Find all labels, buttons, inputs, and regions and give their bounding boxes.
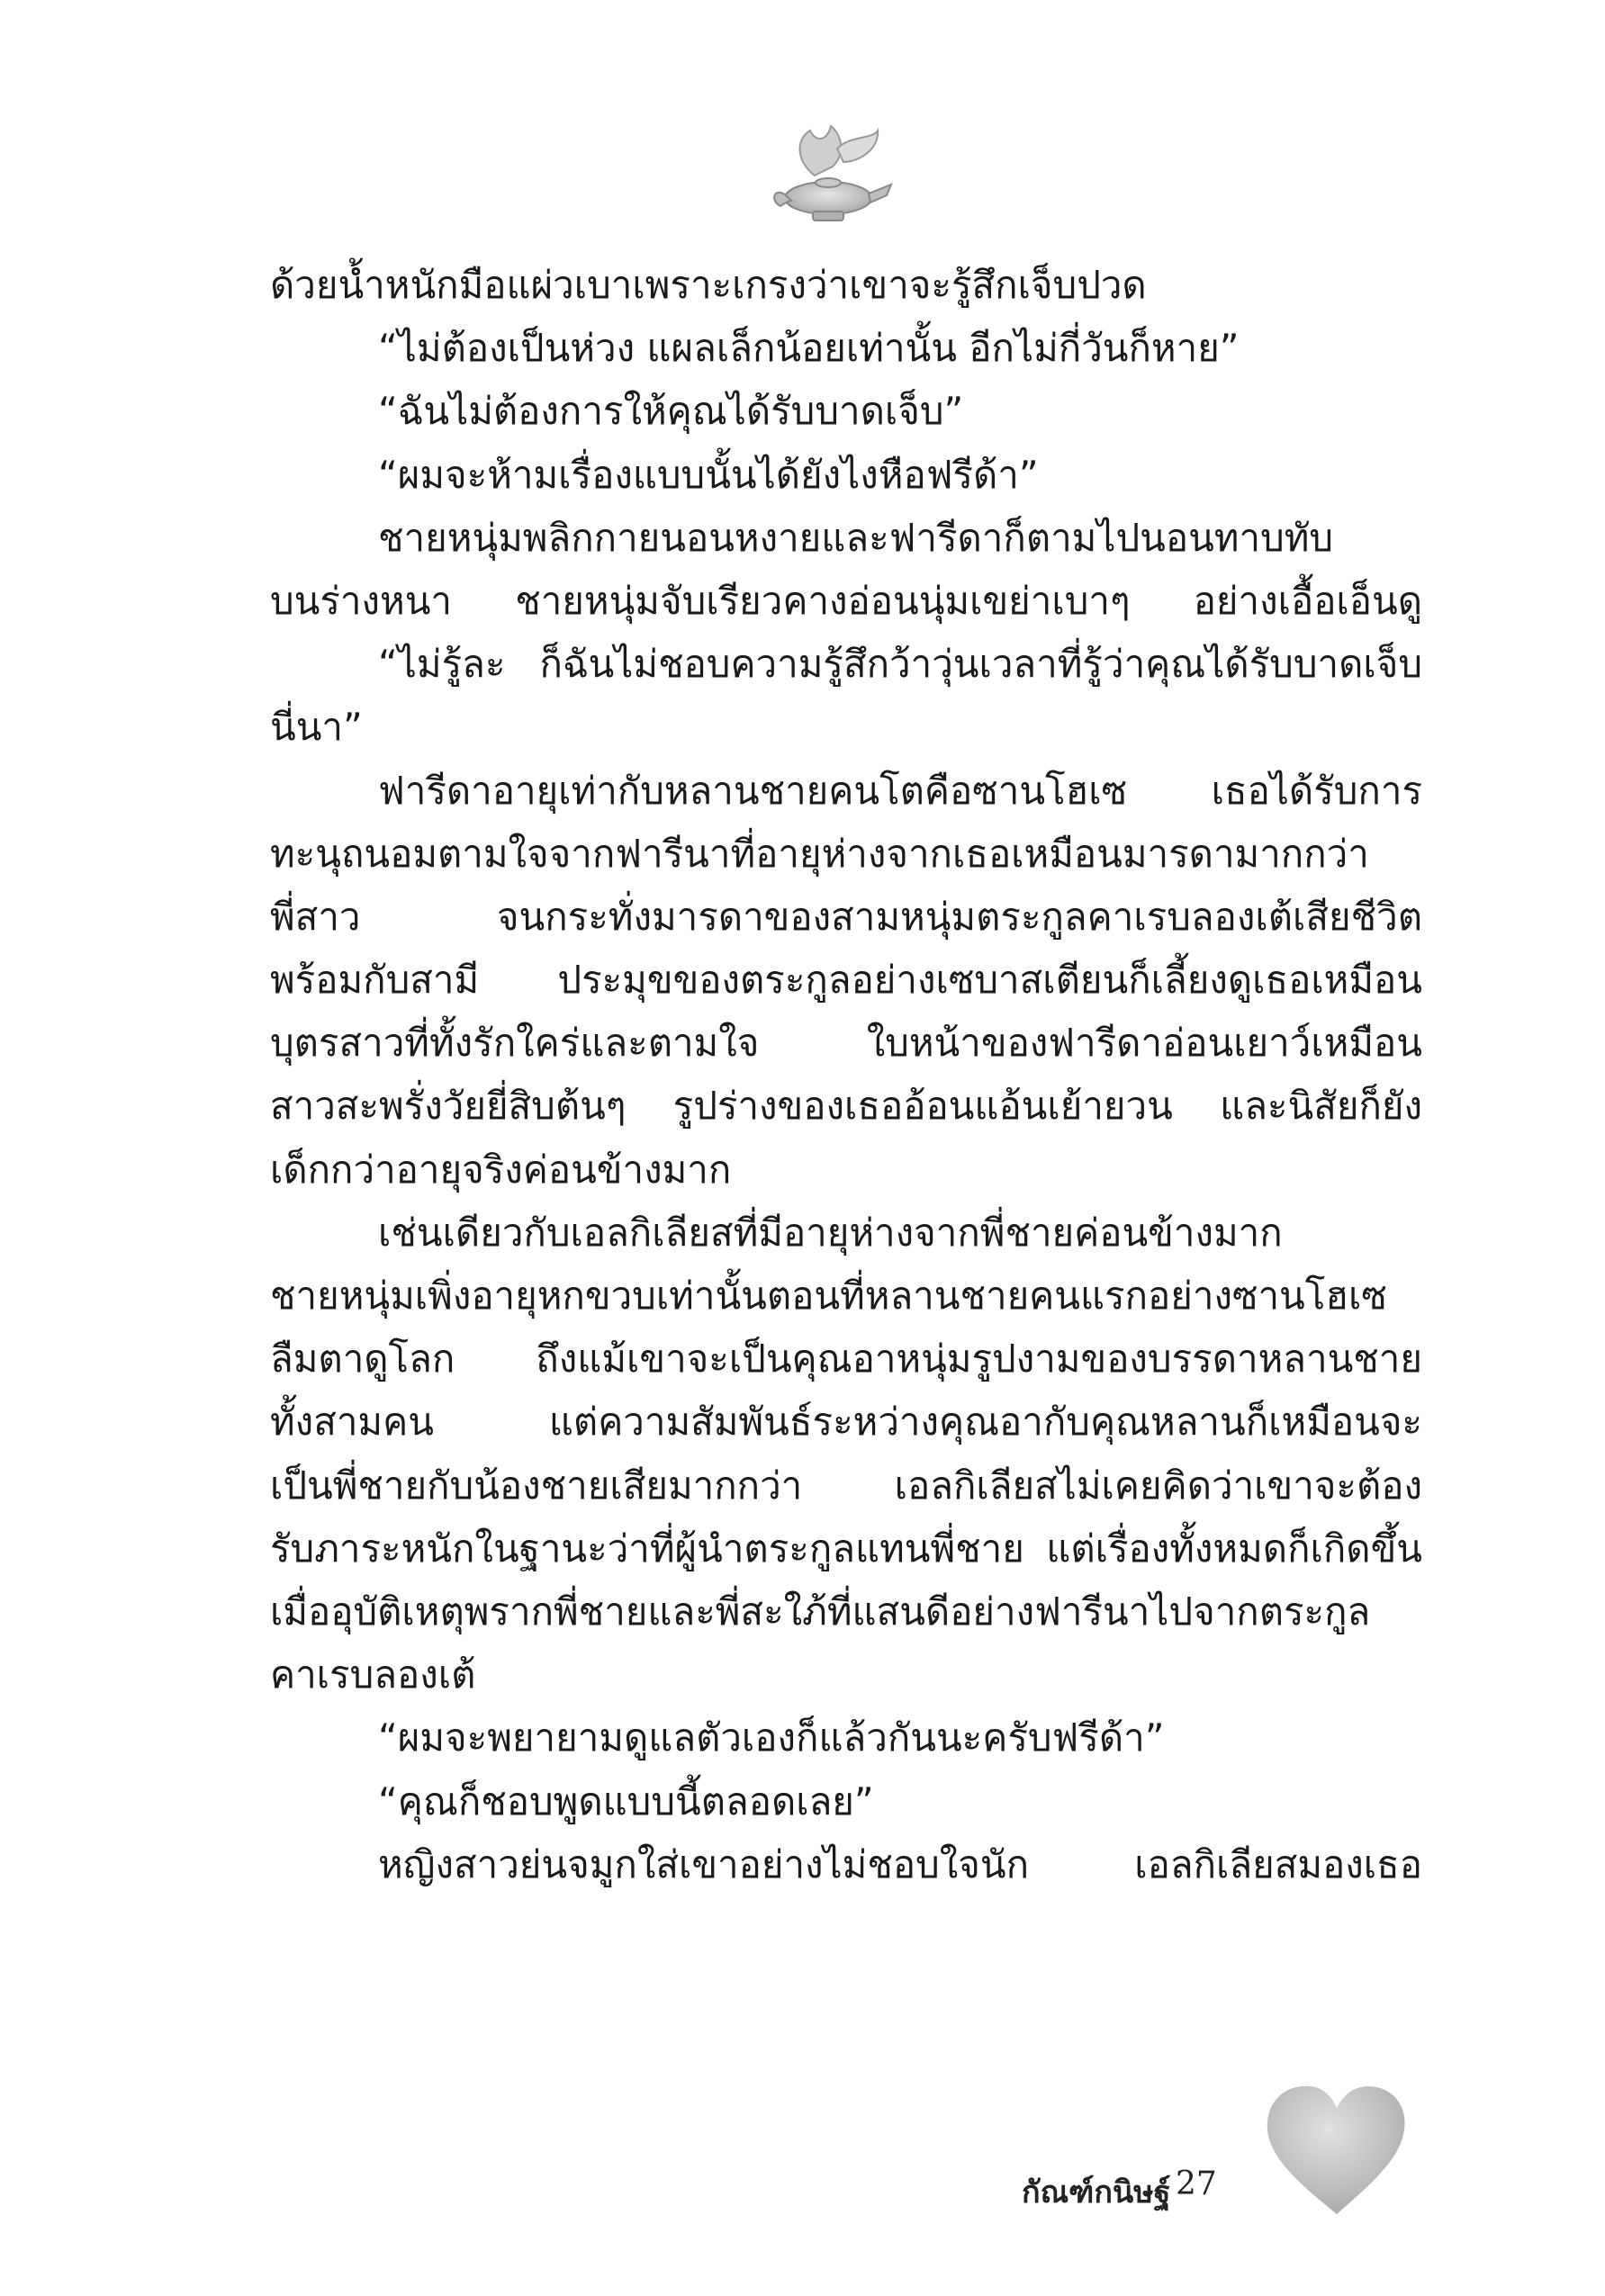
text-line: เช่นเดียวกับเอลกิเลียสที่มีอายุห่างจากพี่ชายค่อนข้างมาก [378,1210,1283,1255]
text-line: บุตรสาวที่ทั้งรักใคร่และตามใจ ใบหน้าของฟารีดาอ่อนเยาว์เหมือน [270,1021,1422,1066]
text-line: เมื่ออุบัติเหตุพรากพี่ชายและพี่สะใภ้ที่แสนดีอย่างฟารีนาไปจากตระกูล [270,1589,1371,1634]
text-line: เป็นพี่ชายกับน้องชายเสียมากกว่า เอลกิเลียสไม่เคยคิดว่าเขาจะต้อง [270,1463,1422,1508]
text-line: นี่นา” [270,705,363,750]
text-line: หญิงสาวย่นจมูกใส่เขาอย่างไม่ชอบใจนัก เอลกิเลียสมองเธอ [378,1841,1422,1886]
page-number: 27 [1176,2165,1217,2202]
text-line: “ไม่รู้ละ ก็ฉันไม่ชอบความรู้สึกว้าวุ่นเวลาที่รู้ว่าคุณได้รับบาดเจ็บ [378,642,1422,687]
text-line: พร้อมกับสามี ประมุขของตระกูลอย่างเซบาสเตียนก็เลี้ยงดูเธอเหมือน [270,958,1422,1003]
text-line: พี่สาว จนกระทั่งมารดาของสามหนุ่มตระกูลคาเรบลองเต้เสียชีวิต [270,894,1422,939]
text-line: บนร่างหนา ชายหนุ่มจับเรียวคางอ่อนนุ่มเขย่าเบาๆ อย่างเอื้อเอ็นดู [270,578,1422,623]
text-line: ลืมตาดูโลก ถึงแม้เขาจะเป็นคุณอาหนุ่มรูปงามของบรรดาหลานชาย [270,1337,1422,1382]
book-title: กัณฑ์กนิษฐ์ [1022,2174,1171,2210]
text-line: ทะนุถนอมตามใจจากฟารีนาที่อายุห่างจากเธอเหมือนมารดามากกว่า [270,831,1369,876]
text-line: ทั้งสามคน แต่ความสัมพันธ์ระหว่างคุณอากับคุณหลานก็เหมือนจะ [270,1400,1422,1445]
text-line: “ไม่ต้องเป็นห่วง แผลเล็กน้อยเท่านั้น อีกไม่กี่วันก็หาย” [378,326,1240,371]
text-line: “คุณก็ชอบพูดแบบนี้ตลอดเลย” [378,1778,874,1823]
body-text [270,254,1422,1896]
text-line: สาวสะพรั่งวัยยี่สิบต้นๆ รูปร่างของเธออ้อนแอ้นเย้ายวน และนิสัยก็ยัง [270,1084,1422,1129]
genie-lamp-icon [761,113,896,239]
text-line: คาเรบลองเต้ [270,1652,476,1697]
text-line: ฟารีดาอายุเท่ากับหลานชายคนโตคือซานโฮเซ เธอได้รับการ [378,768,1422,813]
text-line: ด้วยน้ำหนักมือแผ่วเบาเพราะเกรงว่าเขาจะรู้สึกเจ็บปวด [270,263,1147,307]
text-line: “ฉันไม่ต้องการให้คุณได้รับบาดเจ็บ” [378,389,964,434]
text-line: ชายหนุ่มพลิกกายนอนหงายและฟารีดาก็ตามไปนอนทาบทับ [378,515,1334,560]
text-line: ชายหนุ่มเพิ่งอายุหกขวบเท่านั้นตอนที่หลานชายคนแรกอย่างซานโฮเซ [270,1274,1387,1318]
text-line: เด็กกว่าอายุจริงค่อนข้างมาก [270,1147,732,1192]
text-line: “ผมจะห้ามเรื่องแบบนั้นได้ยังไงหือฟรีด้า” [378,452,1039,497]
text-line: “ผมจะพยายามดูแลตัวเองก็แล้วกันนะครับฟรีด้า” [378,1715,1165,1760]
heart-icon [1260,2079,1413,2223]
text-line: รับภาระหนักในฐานะว่าที่ผู้นำตระกูลแทนพี่ชาย แต่เรื่องทั้งหมดก็เกิดขึ้น [270,1526,1422,1571]
